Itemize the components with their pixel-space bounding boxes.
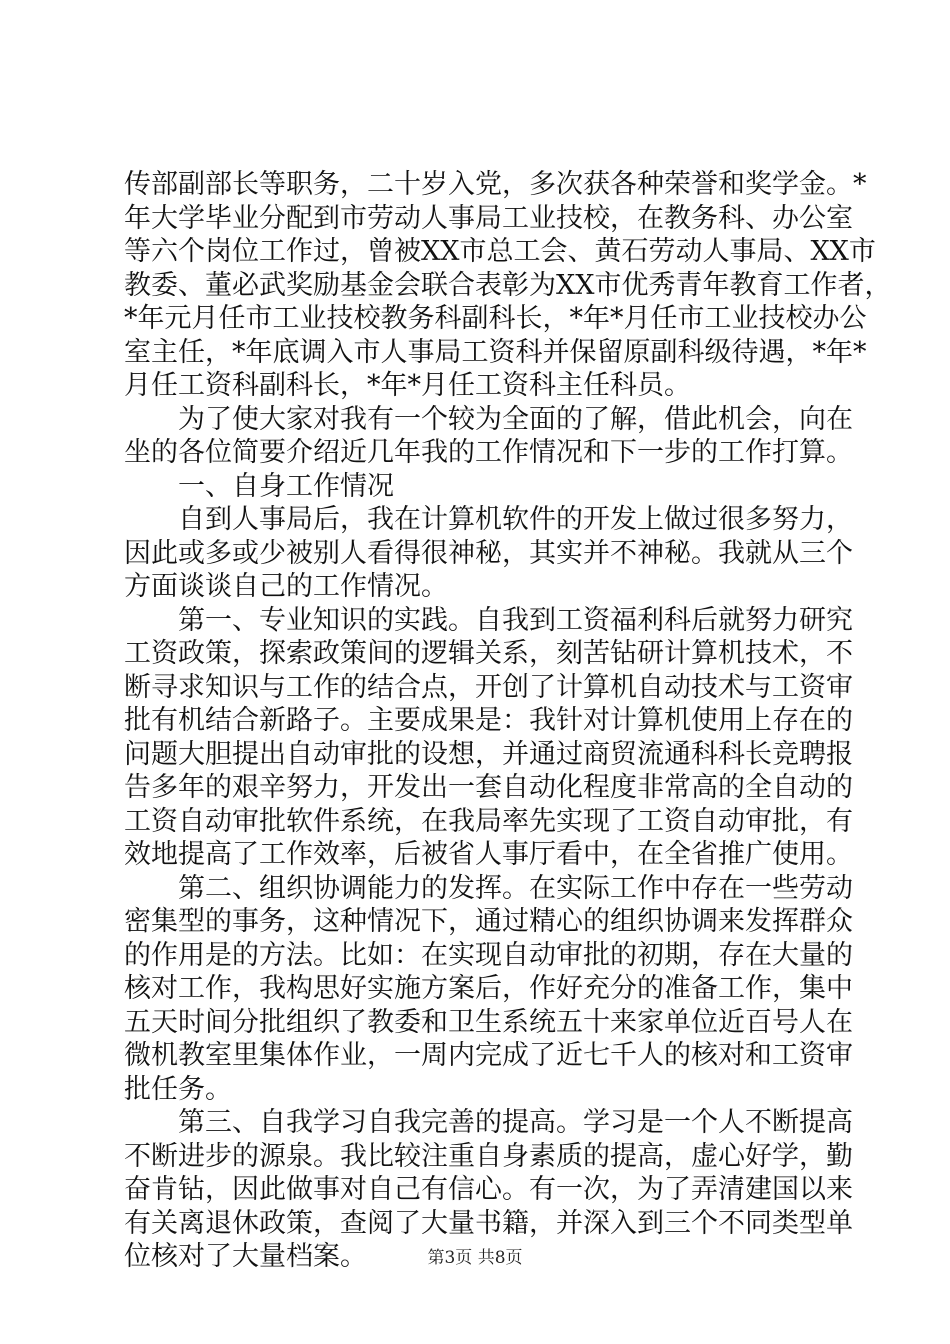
text-line: 核对工作，我构思好实施方案后，作好充分的准备工作，集中 xyxy=(124,973,853,1004)
text-line: 方面谈谈自己的工作情况。 xyxy=(124,571,448,602)
text-line: 工资自动审批软件系统，在我局率先实现了工资自动审批，有 xyxy=(124,805,853,837)
text-line: 室主任，*年底调入市人事局工资科并保留原副科级待遇，*年* xyxy=(124,336,867,368)
text-line: 不断进步的源泉。我比较注重自身素质的提高，虚心好学，勤 xyxy=(124,1140,853,1172)
text-line: 传部副部长等职务，二十岁入党，多次获各种荣誉和奖学金。* xyxy=(124,169,867,200)
text-line: 密集型的事务，这种情况下，通过精心的组织协调来发挥群众 xyxy=(124,906,853,937)
text-line: 等六个岗位工作过，曾被XX市总工会、黄石劳动人事局、XX市 xyxy=(124,236,876,267)
text-line: 第三、自我学习自我完善的提高。学习是一个人不断提高 xyxy=(178,1107,853,1138)
text-line: 年大学毕业分配到市劳动人事局工业技校，在教务科、办公室 xyxy=(124,202,853,234)
text-line: 工资政策，探索政策间的逻辑关系，刻苦钻研计算机技术，不 xyxy=(124,638,853,669)
text-line: 五天时间分批组织了教委和卫生系统五十来家单位近百号人在 xyxy=(124,1006,853,1038)
text-line: 一、自身工作情况 xyxy=(178,470,394,502)
text-line: 第一、专业知识的实践。自我到工资福利科后就努力研究 xyxy=(178,604,853,636)
text-line: 效地提高了工作效率，后被省人事厅看中，在全省推广使用。 xyxy=(124,839,853,870)
text-line: 奋肯钻，因此做事对自己有信心。有一次，为了弄清建国以来 xyxy=(124,1174,853,1205)
text-line: 批有机结合新路子。主要成果是：我针对计算机使用上存在的 xyxy=(124,705,853,736)
text-line: 告多年的艰辛努力，开发出一套自动化程度非常高的全自动的 xyxy=(124,772,853,803)
text-line: 的作用是的方法。比如：在实现自动审批的初期，存在大量的 xyxy=(124,939,853,971)
page-footer: 第3页 共8页 xyxy=(427,1248,523,1268)
text-line: 问题大胆提出自动审批的设想，并通过商贸流通科科长竞聘报 xyxy=(124,738,853,770)
text-line: 断寻求知识与工作的结合点，开创了计算机自动技术与工资审 xyxy=(124,671,853,703)
text-line: 教委、董必武奖励基金会联合表彰为XX市优秀青年教育工作者， xyxy=(124,269,892,301)
text-line: 有关离退休政策，查阅了大量书籍，并深入到三个不同类型单 xyxy=(124,1207,853,1239)
text-line: 因此或多或少被别人看得很神秘，其实并不神秘。我就从三个 xyxy=(124,537,853,569)
text-line: 为了使大家对我有一个较为全面的了解，借此机会，向在 xyxy=(178,403,853,435)
document-body xyxy=(124,168,892,1274)
text-line: 位核对了大量档案。 xyxy=(124,1241,367,1272)
text-line: 自到人事局后，我在计算机软件的开发上做过很多努力， xyxy=(178,504,853,535)
text-line: 坐的各位简要介绍近几年我的工作情况和下一步的工作打算。 xyxy=(124,437,853,468)
text-line: *年元月任市工业技校教务科副科长，*年*月任市工业技校办公 xyxy=(124,303,867,334)
text-line: 第二、组织协调能力的发挥。在实际工作中存在一些劳动 xyxy=(178,872,853,904)
text-line: 月任工资科副科长，*年*月任工资科主任科员。 xyxy=(124,370,691,401)
text-line: 微机教室里集体作业，一周内完成了近七千人的核对和工资审 xyxy=(124,1040,853,1071)
text-line: 批任务。 xyxy=(124,1073,232,1105)
